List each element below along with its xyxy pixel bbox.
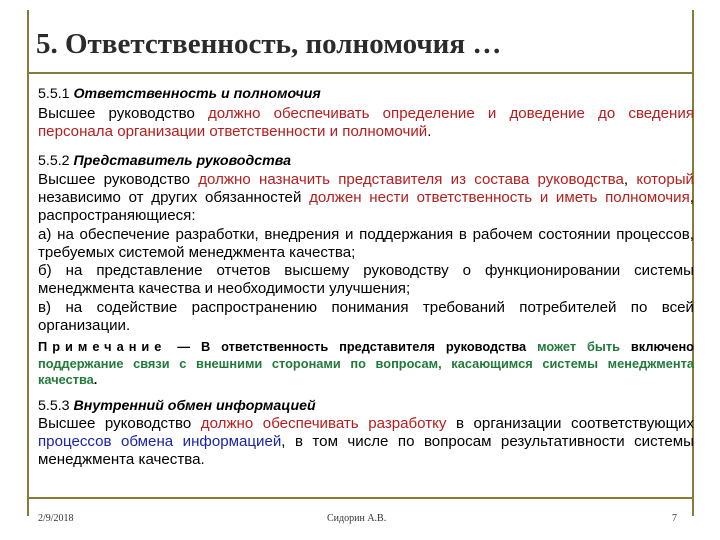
emphasis-red: который [636, 171, 694, 188]
footer-line [27, 497, 694, 499]
list-item-c: в) на содействие распространению понимания требований потребителей по всей организации. [38, 299, 694, 335]
text-run: . [93, 372, 98, 388]
left-border-line [27, 10, 29, 516]
text-run: — В ответственность представителя руководства [166, 339, 538, 354]
emphasis-red: должно назначить представителя из состава руководства [198, 171, 624, 188]
section-heading-5-5-3 [38, 397, 316, 415]
emphasis-red: должен нести ответственность и иметь полномочия [309, 189, 690, 207]
text-run: Высшее руководство [38, 171, 199, 188]
section-number: 5.5.3 [38, 398, 70, 414]
text-run: включено [620, 339, 694, 354]
section-heading-5-5-1 [38, 85, 321, 103]
section-title: Внутренний обмен информацией [73, 398, 316, 414]
emphasis-green: поддержание связи с внешними сторонами по вопросам, касающимся системы менеджмента качества [38, 355, 694, 388]
text-run: , [623, 171, 637, 188]
section-text-5-5-3 [38, 415, 694, 470]
text-run: . [427, 123, 432, 141]
footer-page-number: 7 [672, 513, 677, 524]
emphasis-red: должно обеспечивать определение и доведение до сведения персонала организации ответственности и полномочий [38, 105, 694, 141]
emphasis-red: должно обеспечивать разработку [200, 415, 447, 432]
text-run: в организации соответствующих [446, 415, 694, 432]
list-item-a: а) на обеспечение разработки, внедрения и поддержания в рабочем состоянии процессов, требуемых системой менеджмента качества; [38, 226, 694, 262]
section-number: 5.5.2 [38, 153, 70, 169]
section-number: 5.5.1 [38, 86, 70, 102]
section-heading-5-5-2 [38, 152, 291, 170]
section-title: Представитель руководства [73, 153, 292, 169]
list-item-b: б) на представление отчетов высшему руководству о функционировании системы менеджмента качества и необходимости улучшения; [38, 262, 694, 298]
text-run: Высшее руководство [38, 415, 201, 432]
section-text-5-5-1 [38, 105, 694, 141]
emphasis-green: может быть [537, 339, 620, 354]
section-title: Ответственность и полномочия [73, 86, 321, 102]
text-run: , распространяющиеся: [38, 189, 694, 225]
title-underline [27, 72, 694, 74]
text-run: Высшее руководство [38, 105, 208, 122]
note-5-5-2 [38, 339, 694, 389]
slide-title: 5. Ответственность, полномочия … [36, 28, 502, 60]
emphasis-blue: процессов обмена информацией [38, 433, 282, 451]
footer-author: Сидорин А.В. [327, 513, 387, 524]
text-run: , в том числе по вопросам результативности системы менеджмента качества. [38, 433, 694, 469]
section-intro-5-5-2 [38, 171, 694, 226]
text-run: независимо от других обязанностей [38, 189, 310, 207]
note-label: Примечание [38, 339, 167, 354]
footer-date: 2/9/2018 [38, 513, 74, 524]
